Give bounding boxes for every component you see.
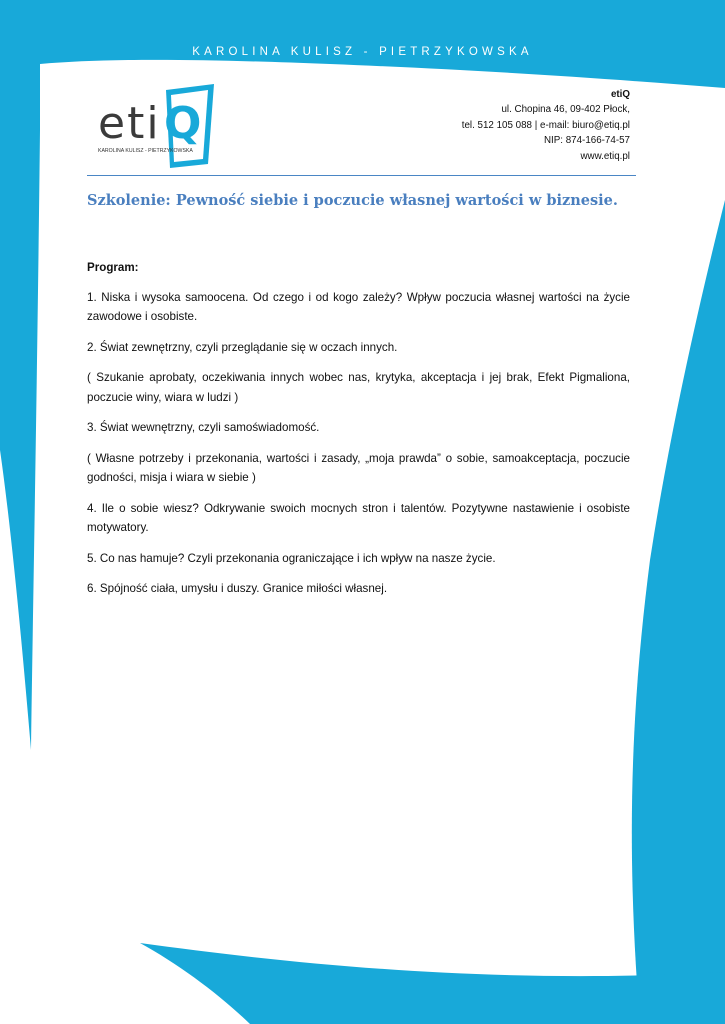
header-name: KAROLINA KULISZ - PIETRZYKOWSKA [192, 46, 533, 58]
document-title: Szkolenie: Pewność siebie i poczucie własnej wartości w biznesie. [87, 192, 618, 209]
svg-text:eti: eti [98, 98, 161, 149]
program-item-detail: ( Własne potrzeby i przekonania, wartości i zasady, „moja prawda” o sobie, samoakceptacja, poczucie godności, misja i wiara w siebie ) [87, 451, 630, 484]
program-label: Program: [87, 261, 139, 274]
svg-text:Q: Q [164, 98, 202, 149]
program-item-detail: ( Szukanie aprobaty, oczekiwania innych wobec nas, krytyka, akceptacja i jej brak, Efekt Pigmaliona, poczucie winy, wiara w ludzi ) [87, 371, 630, 404]
nip-number: NIP: 874-166-74-57 [543, 135, 630, 147]
program-body [87, 258, 630, 610]
phone-email: tel. 512 105 088 | e-mail: biuro@etiq.pl [461, 119, 630, 131]
program-item: 3. Świat wewnętrzny, czyli samoświadomość. [87, 421, 320, 434]
program-item: 6. Spójność ciała, umysłu i duszy. Granice miłości własnej. [87, 582, 388, 595]
program-item: 4. Ile o sobie wiesz? Odkrywanie swoich mocnych stron i talentów. Pozytywne nastawienie i osobiste motywatory. [87, 501, 630, 534]
header-divider [87, 175, 636, 176]
program-item: 1. Niska i wysoka samoocena. Od czego i od kogo zależy? Wpływ poczucia własnej wartości na życie zawodowe i osobiste. [87, 290, 630, 323]
etiq-logo [96, 82, 216, 168]
svg-text:KAROLINA KULISZ - PIETRZYKOWSK: KAROLINA KULISZ - PIETRZYKOWSKA [98, 148, 193, 154]
program-item: 2. Świat zewnętrzny, czyli przeglądanie się w oczach innych. [87, 340, 398, 354]
program-item: 5. Co nas hamuje? Czyli przekonania ograniczające i ich wpływ na nasze życie. [87, 551, 496, 565]
company-address: ul. Chopina 46, 09-402 Płock, [501, 104, 630, 116]
company-name: etiQ [610, 89, 630, 100]
website-link[interactable]: www.etiq.pl [580, 150, 630, 162]
contact-block [462, 87, 630, 164]
right-swoosh [632, 200, 725, 1024]
